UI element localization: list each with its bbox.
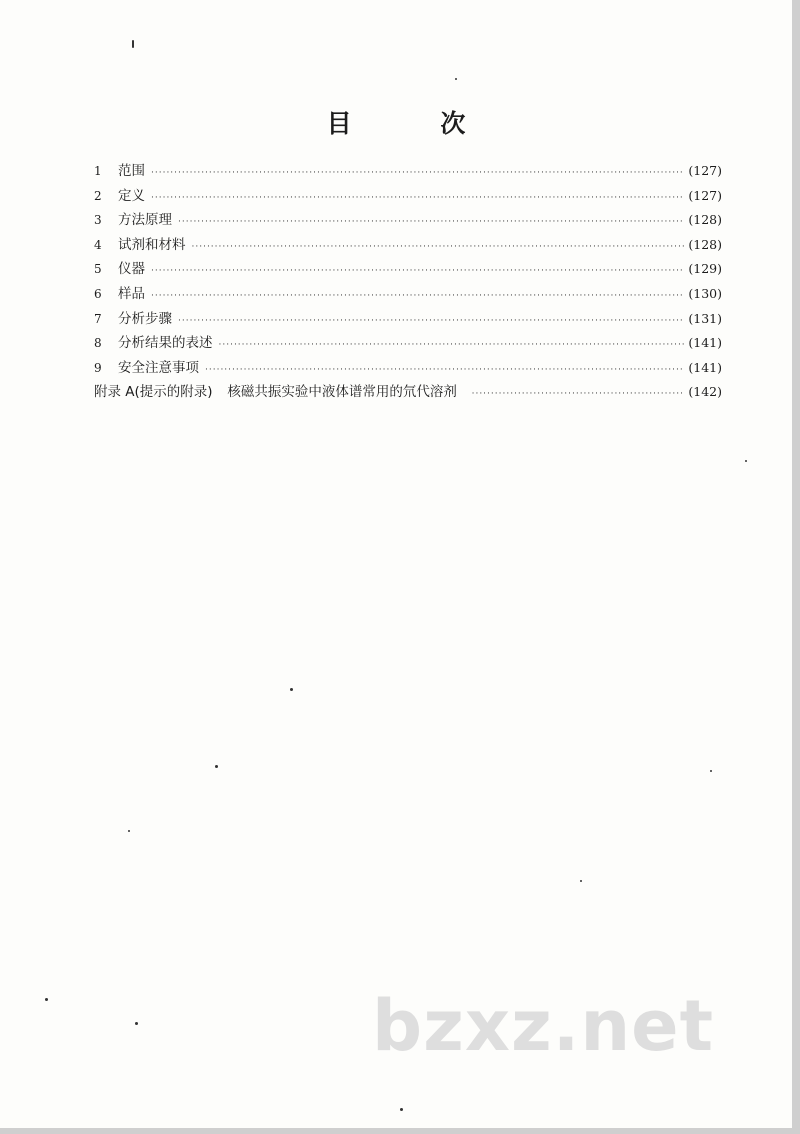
- toc-entry-label: 试剂和材料: [118, 236, 186, 253]
- toc-entry-page: (127): [688, 163, 722, 178]
- toc-entry-number: 9: [94, 360, 102, 375]
- scan-speck: [290, 688, 293, 691]
- toc-entry-label: 方法原理: [118, 212, 172, 229]
- toc-entry-number: 5: [94, 262, 102, 277]
- toc-entry-page: (130): [688, 285, 722, 301]
- toc-entry-number: 4: [94, 237, 102, 252]
- toc-entry[interactable]: [94, 356, 722, 381]
- toc-entry[interactable]: [94, 159, 722, 184]
- toc-entry-page: (141): [688, 335, 722, 351]
- toc-entry-label: 安全注意事项: [118, 359, 199, 376]
- scan-speck: [455, 78, 457, 80]
- dot-leader: [178, 316, 684, 326]
- page-edge-bottom: [0, 1128, 800, 1134]
- toc-entry-number: 8: [94, 336, 102, 351]
- toc-appendix-entry[interactable]: [94, 380, 722, 405]
- dot-leader: [151, 266, 684, 276]
- dot-leader: [205, 365, 684, 375]
- scan-speck: [745, 460, 747, 462]
- toc-entry[interactable]: [94, 257, 722, 282]
- dot-leader: [178, 217, 684, 227]
- toc-entry-page: (141): [688, 359, 722, 375]
- toc-entry[interactable]: [94, 331, 722, 356]
- toc-entry-label: 仪器: [118, 261, 145, 278]
- scan-speck: [215, 765, 218, 768]
- page-edge-right: [792, 0, 800, 1134]
- toc-entry-number: 6: [94, 286, 102, 301]
- scan-speck: [135, 1022, 138, 1025]
- toc-entry[interactable]: [94, 307, 722, 332]
- toc-entry-number: 2: [94, 188, 102, 203]
- toc-entry-label: 分析步骤: [118, 310, 172, 327]
- table-of-contents: [94, 159, 722, 405]
- toc-entry-label: 分析结果的表述: [118, 335, 213, 352]
- toc-entry-page: (128): [688, 236, 722, 252]
- dot-leader: [151, 291, 684, 301]
- appendix-label: 附录 A(提示的附录): [94, 384, 213, 401]
- scan-speck: [580, 880, 582, 882]
- appendix-title: 核磁共振实验中液体谱常用的氘代溶剂: [227, 384, 457, 401]
- dot-leader: [219, 340, 685, 350]
- toc-entry-label: 范围: [118, 163, 145, 179]
- scan-speck: [400, 1108, 403, 1111]
- toc-entry[interactable]: [94, 282, 722, 307]
- dot-leader: [192, 242, 685, 252]
- toc-entry-page: (129): [688, 261, 722, 277]
- appendix-page: (142): [688, 384, 722, 400]
- dot-leader: [472, 389, 685, 399]
- toc-entry-number: 1: [94, 164, 102, 178]
- toc-entry-label: 定义: [118, 187, 145, 204]
- toc-entry-page: (131): [688, 310, 722, 326]
- toc-entry-number: 7: [94, 311, 102, 326]
- toc-entry-page: (127): [688, 187, 722, 203]
- scan-speck: [132, 40, 134, 48]
- toc-entry[interactable]: [94, 184, 722, 209]
- toc-entry-label: 样品: [118, 285, 145, 302]
- toc-entry[interactable]: [94, 208, 722, 233]
- toc-title: 目 次: [326, 109, 506, 138]
- scan-speck: [45, 998, 48, 1001]
- toc-entry[interactable]: [94, 233, 722, 258]
- scan-speck: [710, 770, 712, 772]
- toc-entry-number: 3: [94, 213, 102, 228]
- toc-entry-page: (128): [688, 212, 722, 228]
- watermark: bzxz.net: [372, 985, 715, 1067]
- scan-speck: [128, 830, 130, 832]
- dot-leader: [151, 193, 684, 203]
- dot-leader: [151, 168, 684, 178]
